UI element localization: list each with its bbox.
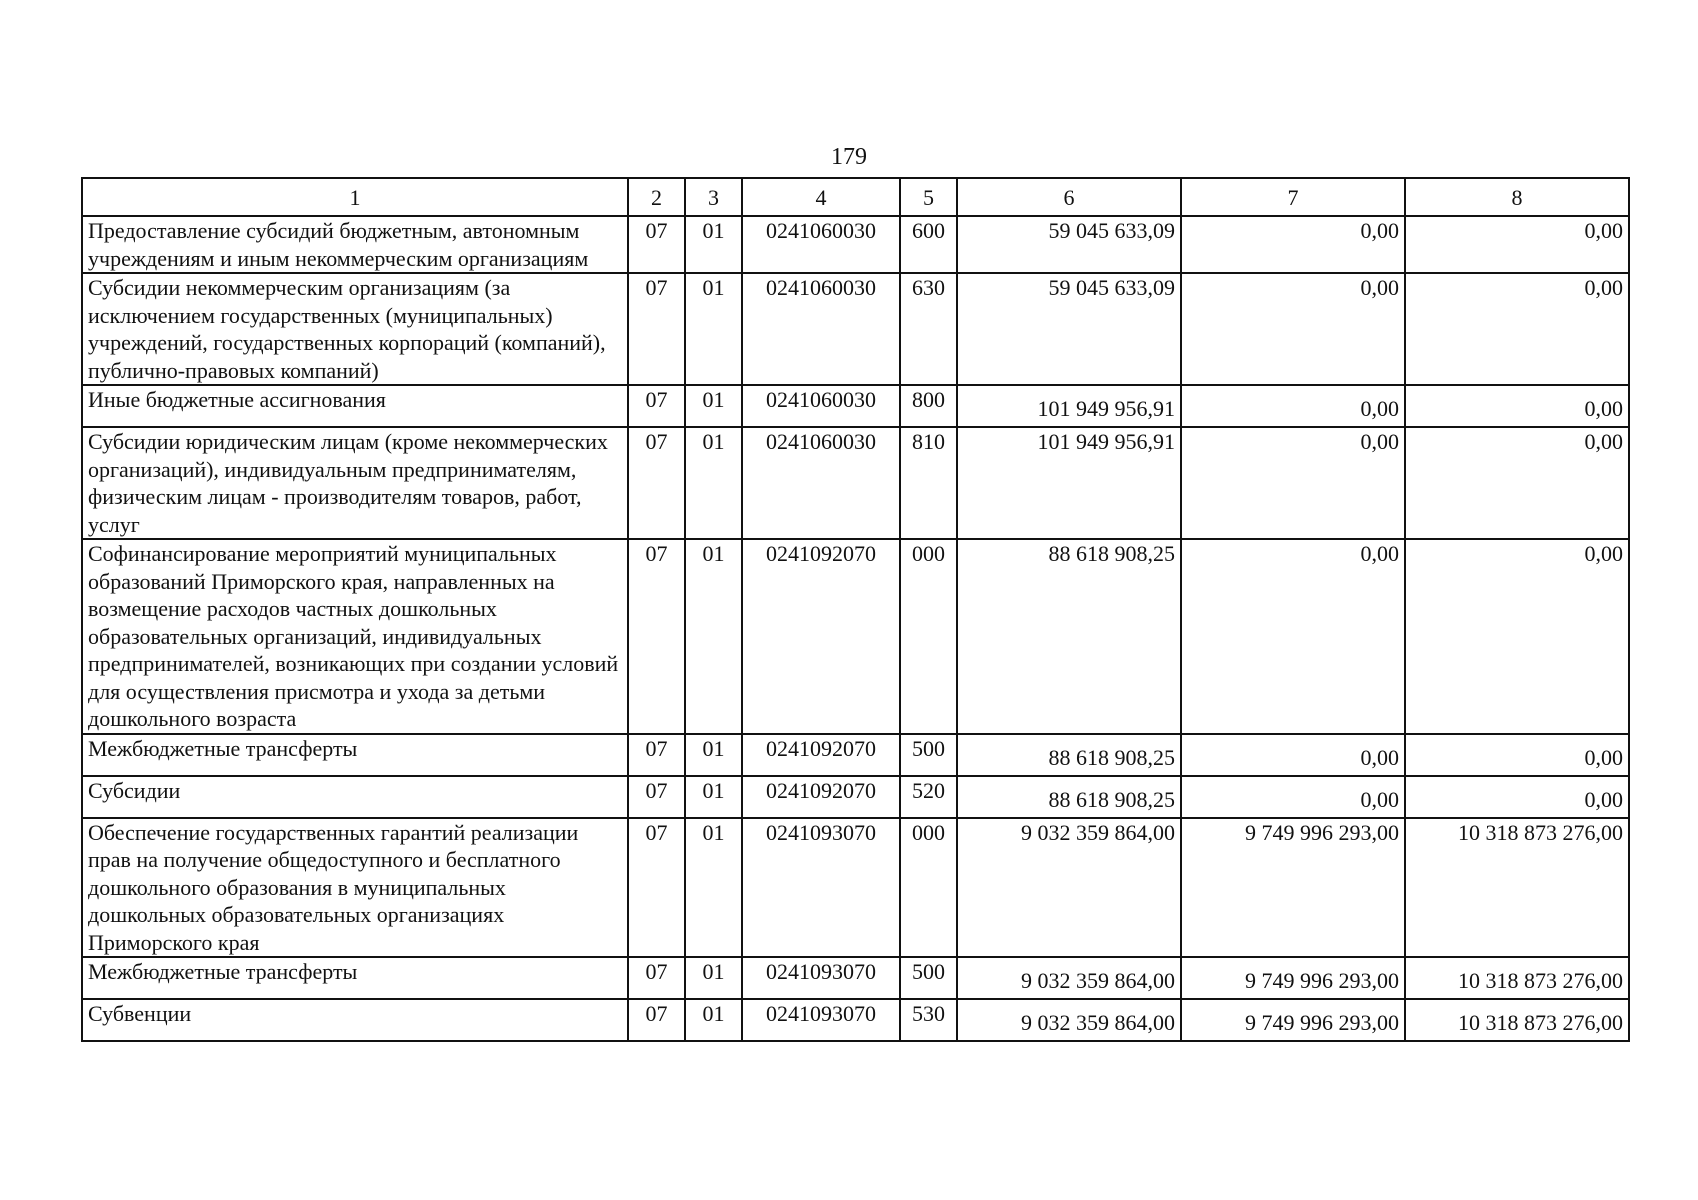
target-article-code: 0241092070: [742, 539, 900, 734]
row-name: Иные бюджетные ассигнования: [82, 385, 628, 427]
amount-col7: 0,00: [1181, 776, 1405, 818]
row-name: Межбюджетные трансферты: [82, 957, 628, 999]
page-number: 179: [831, 144, 867, 170]
target-article-code: 0241093070: [742, 818, 900, 958]
amount-col6: 59 045 633,09: [957, 273, 1181, 385]
expense-type-code: 520: [900, 776, 957, 818]
subsection-code: 01: [685, 734, 742, 776]
amount-col7: 9 749 996 293,00: [1181, 818, 1405, 958]
section-code: 07: [628, 818, 685, 958]
expense-type-code: 000: [900, 539, 957, 734]
row-name: Межбюджетные трансферты: [82, 734, 628, 776]
subsection-code: 01: [685, 957, 742, 999]
amount-col7: 0,00: [1181, 539, 1405, 734]
amount-col6: 101 949 956,91: [957, 427, 1181, 539]
table-row: [82, 216, 1629, 273]
column-header: 5: [900, 178, 957, 216]
section-code: 07: [628, 385, 685, 427]
target-article-code: 0241060030: [742, 273, 900, 385]
subsection-code: 01: [685, 273, 742, 385]
amount-col7: 0,00: [1181, 734, 1405, 776]
column-header: 3: [685, 178, 742, 216]
section-code: 07: [628, 776, 685, 818]
amount-col8: 0,00: [1405, 216, 1629, 273]
table-row: [82, 273, 1629, 385]
amount-col6: 88 618 908,25: [957, 539, 1181, 734]
column-header: 7: [1181, 178, 1405, 216]
row-name: Субвенции: [82, 999, 628, 1041]
row-name: Субсидии: [82, 776, 628, 818]
expense-type-code: 000: [900, 818, 957, 958]
target-article-code: 0241060030: [742, 385, 900, 427]
table-row: [82, 999, 1629, 1041]
subsection-code: 01: [685, 216, 742, 273]
amount-col7: 0,00: [1181, 216, 1405, 273]
target-article-code: 0241060030: [742, 427, 900, 539]
row-name: Предоставление субсидий бюджетным, автономным учреждениям и иным некоммерческим организациям: [82, 216, 628, 273]
amount-col8: 0,00: [1405, 273, 1629, 385]
target-article-code: 0241092070: [742, 734, 900, 776]
amount-col8: 0,00: [1405, 385, 1629, 427]
column-header: 4: [742, 178, 900, 216]
target-article-code: 0241093070: [742, 957, 900, 999]
amount-col8: 0,00: [1405, 427, 1629, 539]
section-code: 07: [628, 999, 685, 1041]
subsection-code: 01: [685, 776, 742, 818]
expense-type-code: 810: [900, 427, 957, 539]
table-row: [82, 957, 1629, 999]
amount-col7: 0,00: [1181, 385, 1405, 427]
column-header: 2: [628, 178, 685, 216]
column-header: 1: [82, 178, 628, 216]
amount-col6: 9 032 359 864,00: [957, 818, 1181, 958]
header-row: [82, 178, 1629, 216]
column-header: 8: [1405, 178, 1629, 216]
section-code: 07: [628, 539, 685, 734]
target-article-code: 0241060030: [742, 216, 900, 273]
table-row: [82, 427, 1629, 539]
amount-col7: 0,00: [1181, 273, 1405, 385]
table-row: [82, 818, 1629, 958]
subsection-code: 01: [685, 385, 742, 427]
amount-col6: 9 032 359 864,00: [957, 999, 1181, 1041]
amount-col6: 101 949 956,91: [957, 385, 1181, 427]
row-name: Обеспечение государственных гарантий реализации прав на получение общедоступного и бесплатного дошкольного образования в муниципальных дошкольных образовательных организациях Приморского края: [82, 818, 628, 958]
amount-col8: 10 318 873 276,00: [1405, 957, 1629, 999]
subsection-code: 01: [685, 539, 742, 734]
expense-type-code: 800: [900, 385, 957, 427]
target-article-code: 0241093070: [742, 999, 900, 1041]
amount-col8: 0,00: [1405, 776, 1629, 818]
expense-type-code: 630: [900, 273, 957, 385]
table-row: [82, 539, 1629, 734]
expense-type-code: 500: [900, 734, 957, 776]
section-code: 07: [628, 734, 685, 776]
table-row: [82, 776, 1629, 818]
amount-col6: 88 618 908,25: [957, 734, 1181, 776]
subsection-code: 01: [685, 818, 742, 958]
expense-type-code: 530: [900, 999, 957, 1041]
row-name: Софинансирование мероприятий муниципальных образований Приморского края, направленных на возмещение расходов частных дошкольных образовательных организаций, индивидуальных предпринимателей, возникающих при создании условий для осуществления присмотра и ухода за детьми дошкольного возраста: [82, 539, 628, 734]
expense-type-code: 600: [900, 216, 957, 273]
amount-col8: 10 318 873 276,00: [1405, 818, 1629, 958]
section-code: 07: [628, 273, 685, 385]
amount-col8: 0,00: [1405, 539, 1629, 734]
amount-col7: 9 749 996 293,00: [1181, 957, 1405, 999]
amount-col7: 0,00: [1181, 427, 1405, 539]
table-row: [82, 385, 1629, 427]
row-name: Субсидии юридическим лицам (кроме некоммерческих организаций), индивидуальным предпринимателям, физическим лицам - производителям товаров, работ, услуг: [82, 427, 628, 539]
amount-col6: 88 618 908,25: [957, 776, 1181, 818]
amount-col8: 0,00: [1405, 734, 1629, 776]
amount-col8: 10 318 873 276,00: [1405, 999, 1629, 1041]
section-code: 07: [628, 216, 685, 273]
budget-table: [81, 177, 1630, 1042]
section-code: 07: [628, 957, 685, 999]
column-header: 6: [957, 178, 1181, 216]
table-row: [82, 734, 1629, 776]
amount-col6: 9 032 359 864,00: [957, 957, 1181, 999]
section-code: 07: [628, 427, 685, 539]
amount-col7: 9 749 996 293,00: [1181, 999, 1405, 1041]
expense-type-code: 500: [900, 957, 957, 999]
subsection-code: 01: [685, 427, 742, 539]
target-article-code: 0241092070: [742, 776, 900, 818]
amount-col6: 59 045 633,09: [957, 216, 1181, 273]
subsection-code: 01: [685, 999, 742, 1041]
row-name: Субсидии некоммерческим организациям (за исключением государственных (муниципальных) учреждений, государственных корпораций (компаний), публично-правовых компаний): [82, 273, 628, 385]
